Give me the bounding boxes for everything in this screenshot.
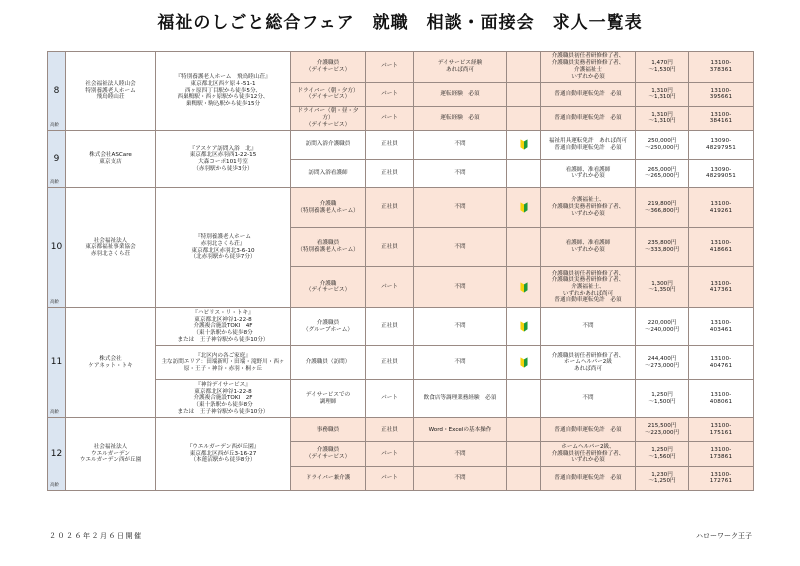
experience-requirement [414, 418, 507, 442]
license-requirement: 普通自動車運転免許 必須 [541, 82, 636, 106]
table-row [48, 52, 754, 83]
wage-range: 1,250円 ～1,500円 [636, 380, 689, 418]
beginner-ok-cell [507, 52, 541, 83]
experience-text: 不問 [454, 359, 466, 366]
license-requirement: 看護師、准看護師 いずれか必須 [541, 227, 636, 267]
workplace-address: 『アスケア訪問入浴 北』 東京都北区赤羽西1-22-15 大森コーポ101号室 （赤羽駅から徒歩3分） [156, 131, 291, 188]
beginner-mark-icon [520, 282, 528, 293]
experience-text: 不問 [454, 170, 466, 177]
employment-type: 正社員 [366, 346, 414, 380]
wage-range: 215,500円 ～223,000円 [636, 418, 689, 442]
experience-requirement [414, 442, 507, 466]
job-title: 介護職員 （デイサービス） [291, 442, 366, 466]
beginner-ok-cell [507, 346, 541, 380]
experience-text: 運転経験 必須 [440, 90, 480, 97]
employment-type: 正社員 [366, 159, 414, 188]
job-title: 介護職員（訪問） [291, 346, 366, 380]
job-listing-table [47, 51, 754, 491]
employment-type: パート [366, 380, 414, 418]
experience-requirement [414, 188, 507, 228]
workplace-address: 『特別養護老人ホーム 飛鳥睦山荘』 東京都北区西ケ原４-51-1 西ヶ原四丁目駅から徒歩5分、 西巣鴨駅・西ヶ原駅から徒歩12分、 巣鴨駅・駒込駅から徒歩15分 [156, 52, 291, 131]
beginner-mark-icon [520, 357, 528, 368]
wage-range: 1,230円 ～1,250円 [636, 466, 689, 490]
workplace-address: 『神谷デイサービス』 東京都北区神谷1-22-8 介護複合施設TOKI 2F （東十条駅から徒歩8分 または 王子神谷駅から徒歩10分） [156, 380, 291, 418]
employer-name: 社会福祉法人 ウエルガーデン ウエルガーデン西が丘園 [66, 418, 156, 491]
booth-number-value: 9 [53, 153, 60, 164]
booth-number [48, 52, 66, 131]
booth-number [48, 188, 66, 308]
job-id: 13100- 417361 [689, 267, 754, 308]
beginner-ok-cell [507, 131, 541, 160]
experience-text: 不問 [454, 141, 466, 148]
category-label: 高齢 [50, 409, 59, 415]
job-title: 介護職 （特別養護老人ホーム） [291, 188, 366, 228]
table-row [48, 308, 754, 346]
experience-requirement [414, 346, 507, 380]
beginner-mark-icon [520, 202, 528, 213]
job-id: 13100- 403461 [689, 308, 754, 346]
table-row [48, 188, 754, 228]
category-label: 高齢 [50, 179, 59, 185]
workplace-address: 『北区内の各ご家庭』 主な訪問エリア：田端新町・田端・滝野川・西ヶ 原・王子・神谷・赤羽・桐ヶ丘 [156, 346, 291, 380]
job-id: 13100- 378361 [689, 52, 754, 83]
license-requirement: 普通自動車運転免許 必須 [541, 106, 636, 130]
booth-number-value: 11 [50, 357, 63, 368]
license-requirement: 看護師、准看護師 いずれか必須 [541, 159, 636, 188]
experience-requirement [414, 82, 507, 106]
wage-range: 235,800円 ～333,800円 [636, 227, 689, 267]
workplace-address: 『特別養護老人ホーム 赤羽北さくら荘』 東京都北区赤羽北3-6-10 （北赤羽駅から徒歩7分） [156, 188, 291, 308]
footer-date: ２０２６年２月６日開催 [49, 532, 143, 540]
wage-range: 1,250円 ～1,560円 [636, 442, 689, 466]
job-id: 13090- 48297951 [689, 131, 754, 160]
booth-number-value: 8 [53, 85, 60, 96]
wage-range: 250,000円 ～250,000円 [636, 131, 689, 160]
experience-text: 不問 [454, 243, 466, 250]
job-title: ドライバー兼介護 [291, 466, 366, 490]
license-requirement: 介護職員初任者研修修了者、 介護職員実務者研修修了者、 介護福祉士、 いずれかあれば尚可 普通自動車運転免許 必須 [541, 267, 636, 308]
job-title: 訪問入浴看護師 [291, 159, 366, 188]
beginner-ok-cell [507, 442, 541, 466]
job-title: 看護職員 （特別養護老人ホーム） [291, 227, 366, 267]
job-id: 13090- 48299051 [689, 159, 754, 188]
booth-number-value: 10 [50, 242, 63, 253]
experience-text: 不問 [454, 474, 466, 481]
employment-type: パート [366, 267, 414, 308]
job-id: 13100- 172761 [689, 466, 754, 490]
wage-range: 1,310円 ～1,310円 [636, 82, 689, 106]
beginner-mark-icon [520, 139, 528, 150]
experience-requirement [414, 52, 507, 83]
experience-requirement [414, 106, 507, 130]
wage-range: 244,400円 ～273,000円 [636, 346, 689, 380]
experience-text: デイサービス経験 あれば尚可 [437, 60, 483, 73]
experience-requirement [414, 131, 507, 160]
job-id: 13100- 418661 [689, 227, 754, 267]
beginner-ok-cell [507, 188, 541, 228]
beginner-ok-cell [507, 106, 541, 130]
employment-type: 正社員 [366, 308, 414, 346]
experience-text: 不問 [454, 204, 466, 211]
license-requirement: 普通自動車運転免許 必須 [541, 466, 636, 490]
job-id: 13100- 384161 [689, 106, 754, 130]
experience-text: Word・Excelの基本操作 [428, 426, 492, 433]
wage-range: 219,800円 ～366,800円 [636, 188, 689, 228]
experience-text: 不問 [454, 450, 466, 457]
license-requirement: 不問 [541, 380, 636, 418]
beginner-ok-cell [507, 227, 541, 267]
job-id: 13100- 173861 [689, 442, 754, 466]
job-id: 13100- 404761 [689, 346, 754, 380]
table-row [48, 131, 754, 160]
license-requirement: 福祉用具運転免許 あれば尚可 普通自動車運転免許 必須 [541, 131, 636, 160]
experience-requirement [414, 227, 507, 267]
workplace-address: 『ハピリス・リ・トキ』 東京都北区神谷1-22-8 介護複合施設TOKI 4F （東十条駅から徒歩8分 または 王子神谷駅から徒歩10分） [156, 308, 291, 346]
job-title: 介護職員 （グループホーム） [291, 308, 366, 346]
job-id: 13100- 175161 [689, 418, 754, 442]
job-id: 13100- 408061 [689, 380, 754, 418]
beginner-ok-cell [507, 380, 541, 418]
job-id: 13100- 395661 [689, 82, 754, 106]
license-requirement: 介護職員初任者研修修了者、 ホームヘルパー2級 あれば尚可 [541, 346, 636, 380]
license-requirement: ホームヘルパー2級、 介護職員初任者研修修了者、 いずれか必須 [541, 442, 636, 466]
license-requirement: 介護職員初任者研修修了者、 介護職員実務者研修修了者、 介護福祉士 いずれか必須 [541, 52, 636, 83]
category-label: 高齢 [50, 122, 59, 128]
beginner-ok-cell [507, 82, 541, 106]
experience-requirement [414, 466, 507, 490]
employment-type: パート [366, 442, 414, 466]
job-title: 介護職 （デイサービス） [291, 267, 366, 308]
experience-requirement [414, 380, 507, 418]
employment-type: パート [366, 466, 414, 490]
beginner-ok-cell [507, 466, 541, 490]
employer-name: 株式会社ASCare 東京支店 [66, 131, 156, 188]
category-label: 高齢 [50, 299, 59, 305]
employment-type: 正社員 [366, 131, 414, 160]
job-title: 介護職員 （デイサービス） [291, 52, 366, 83]
job-title: ドライバー（朝・夕方） （デイサービス） [291, 82, 366, 106]
employment-type: 正社員 [366, 227, 414, 267]
job-title: デイサービスでの 調理師 [291, 380, 366, 418]
experience-text: 不問 [454, 283, 466, 290]
beginner-ok-cell [507, 159, 541, 188]
job-title: ドライバー（朝・昼・夕方） （デイサービス） [291, 106, 366, 130]
booth-number [48, 308, 66, 418]
employment-type: 正社員 [366, 188, 414, 228]
job-id: 13100- 419261 [689, 188, 754, 228]
employment-type: パート [366, 52, 414, 83]
table-row [48, 418, 754, 442]
employer-name: 社会福祉法人 東京都福祉事業協会 赤羽北さくら荘 [66, 188, 156, 308]
beginner-ok-cell [507, 418, 541, 442]
beginner-ok-cell [507, 267, 541, 308]
experience-text: 運転経験 必須 [440, 115, 480, 122]
job-title: 訪問入浴介護職員 [291, 131, 366, 160]
footer-office: ハローワーク王子 [696, 532, 752, 540]
experience-requirement [414, 308, 507, 346]
table-body [48, 52, 754, 491]
booth-number-value: 12 [50, 448, 63, 459]
wage-range: 220,000円 ～240,000円 [636, 308, 689, 346]
wage-range: 1,310円 ～1,310円 [636, 106, 689, 130]
category-label: 高齢 [50, 482, 59, 488]
license-requirement: 不問 [541, 308, 636, 346]
booth-number [48, 131, 66, 188]
workplace-address: 『ウエルガーデン西が丘園』 東京都北区西が丘3-16-27 （本蓮沼駅から徒歩8分） [156, 418, 291, 491]
employment-type: パート [366, 82, 414, 106]
employer-name: 社会福祉法人睦山会 特別養護老人ホーム 飛鳥睦山荘 [66, 52, 156, 131]
wage-range: 1,470円 ～1,530円 [636, 52, 689, 83]
job-title: 事務職員 [291, 418, 366, 442]
employment-type: 正社員 [366, 418, 414, 442]
wage-range: 1,300円 ～1,350円 [636, 267, 689, 308]
booth-number [48, 418, 66, 491]
employer-name: 株式会社 ケアネット・トキ [66, 308, 156, 418]
employment-type: パート [366, 106, 414, 130]
experience-requirement [414, 159, 507, 188]
wage-range: 265,000円 ～265,000円 [636, 159, 689, 188]
page-title: 福祉のしごと総合フェア 就職 相談・面接会 求人一覧表 [157, 13, 643, 33]
license-requirement: 普通自動車運転免許 必須 [541, 418, 636, 442]
experience-text: 飲食店等調理業務経験 必須 [423, 395, 497, 402]
beginner-mark-icon [520, 321, 528, 332]
experience-text: 不問 [454, 323, 466, 330]
experience-requirement [414, 267, 507, 308]
beginner-ok-cell [507, 308, 541, 346]
license-requirement: 介護福祉士、 介護職員実務者研修修了者、 いずれか必須 [541, 188, 636, 228]
